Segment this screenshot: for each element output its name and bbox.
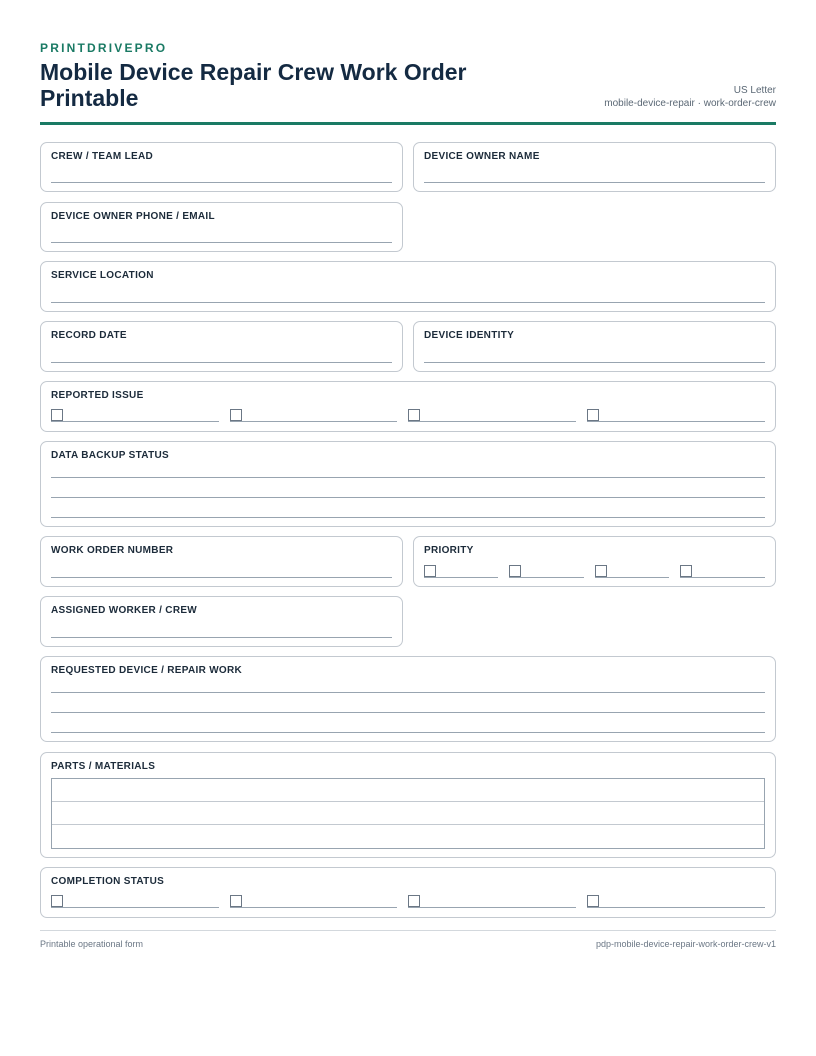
completion-status-option[interactable]	[408, 894, 587, 908]
checkbox[interactable]	[587, 409, 599, 421]
reported-issue-option[interactable]	[230, 408, 409, 422]
footer-divider	[40, 930, 776, 931]
checkbox[interactable]	[51, 895, 63, 907]
checkbox[interactable]	[587, 895, 599, 907]
work-order-number-field[interactable]	[40, 536, 403, 587]
owner-name-label: DEVICE OWNER NAME	[424, 151, 540, 162]
device-identity-label: DEVICE IDENTITY	[424, 330, 515, 341]
checkbox[interactable]	[230, 409, 242, 421]
device-identity-writing-line[interactable]	[424, 362, 765, 363]
service-location-label: SERVICE LOCATION	[51, 270, 154, 281]
work-order-number-writing-line[interactable]	[51, 577, 392, 578]
data-backup-status-field[interactable]	[40, 441, 776, 527]
reported-issue-option[interactable]	[587, 408, 766, 422]
owner-contact-field[interactable]	[40, 202, 403, 252]
completion-status-label: COMPLETION STATUS	[51, 876, 165, 887]
reported-issue-option[interactable]	[51, 408, 230, 422]
checkbox[interactable]	[424, 565, 436, 577]
checkbox[interactable]	[680, 565, 692, 577]
requested-work-writing-line[interactable]	[51, 712, 765, 713]
owner-name-field[interactable]	[413, 142, 776, 192]
reported-issue-option[interactable]	[408, 408, 587, 422]
priority-option[interactable]	[509, 564, 594, 578]
assigned-worker-field[interactable]	[40, 596, 403, 647]
paper-size: US Letter	[733, 85, 776, 96]
document-tags: mobile-device-repair · work-order-crew	[604, 98, 776, 109]
header-divider	[40, 122, 776, 125]
data-backup-writing-line[interactable]	[51, 497, 765, 498]
priority-label: PRIORITY	[424, 545, 474, 556]
completion-status-field	[40, 867, 776, 918]
completion-status-option[interactable]	[587, 894, 766, 908]
footer-description: Printable operational form	[40, 939, 144, 949]
priority-option[interactable]	[424, 564, 509, 578]
priority-option[interactable]	[595, 564, 680, 578]
crew-lead-field[interactable]	[40, 142, 403, 192]
requested-work-label: REQUESTED DEVICE / REPAIR WORK	[51, 665, 243, 676]
completion-status-options	[51, 894, 765, 908]
assigned-worker-label: ASSIGNED WORKER / CREW	[51, 605, 198, 616]
checkbox[interactable]	[51, 409, 63, 421]
owner-contact-label: DEVICE OWNER PHONE / EMAIL	[51, 211, 215, 222]
brand-logo-text: PRINTDRIVEPRO	[40, 41, 168, 55]
work-order-number-label: WORK ORDER NUMBER	[51, 545, 174, 556]
record-date-field[interactable]	[40, 321, 403, 372]
completion-status-option[interactable]	[51, 894, 230, 908]
record-date-label: RECORD DATE	[51, 330, 127, 341]
checkbox[interactable]	[509, 565, 521, 577]
data-backup-writing-line[interactable]	[51, 477, 765, 478]
table-row[interactable]	[52, 825, 764, 848]
priority-field	[413, 536, 776, 587]
checkbox[interactable]	[595, 565, 607, 577]
assigned-worker-writing-line[interactable]	[51, 637, 392, 638]
owner-name-writing-line[interactable]	[424, 182, 765, 183]
data-backup-status-label: DATA BACKUP STATUS	[51, 450, 169, 461]
requested-work-field[interactable]	[40, 656, 776, 742]
record-date-writing-line[interactable]	[51, 362, 392, 363]
data-backup-writing-line[interactable]	[51, 517, 765, 518]
requested-work-writing-line[interactable]	[51, 732, 765, 733]
crew-lead-label: CREW / TEAM LEAD	[51, 151, 154, 162]
device-identity-field[interactable]	[413, 321, 776, 372]
reported-issue-label: REPORTED ISSUE	[51, 390, 144, 401]
owner-contact-writing-line[interactable]	[51, 242, 392, 243]
priority-option[interactable]	[680, 564, 765, 578]
checkbox[interactable]	[230, 895, 242, 907]
service-location-field[interactable]	[40, 261, 776, 312]
table-row[interactable]	[52, 779, 764, 802]
table-row[interactable]	[52, 802, 764, 825]
document-meta	[604, 84, 776, 110]
footer-form-id: pdp-mobile-device-repair-work-order-crew-v1	[595, 939, 776, 949]
checkbox[interactable]	[408, 895, 420, 907]
service-location-writing-line[interactable]	[51, 302, 765, 303]
completion-status-option[interactable]	[230, 894, 409, 908]
parts-materials-label: PARTS / MATERIALS	[51, 761, 156, 772]
requested-work-writing-line[interactable]	[51, 692, 765, 693]
page-title: Mobile Device Repair Crew Work Order Printable	[40, 59, 467, 111]
checkbox[interactable]	[408, 409, 420, 421]
parts-materials-field	[40, 752, 776, 858]
priority-options	[424, 564, 765, 578]
parts-materials-table	[51, 778, 765, 849]
crew-lead-writing-line[interactable]	[51, 182, 392, 183]
reported-issue-field	[40, 381, 776, 432]
reported-issue-options	[51, 408, 765, 422]
